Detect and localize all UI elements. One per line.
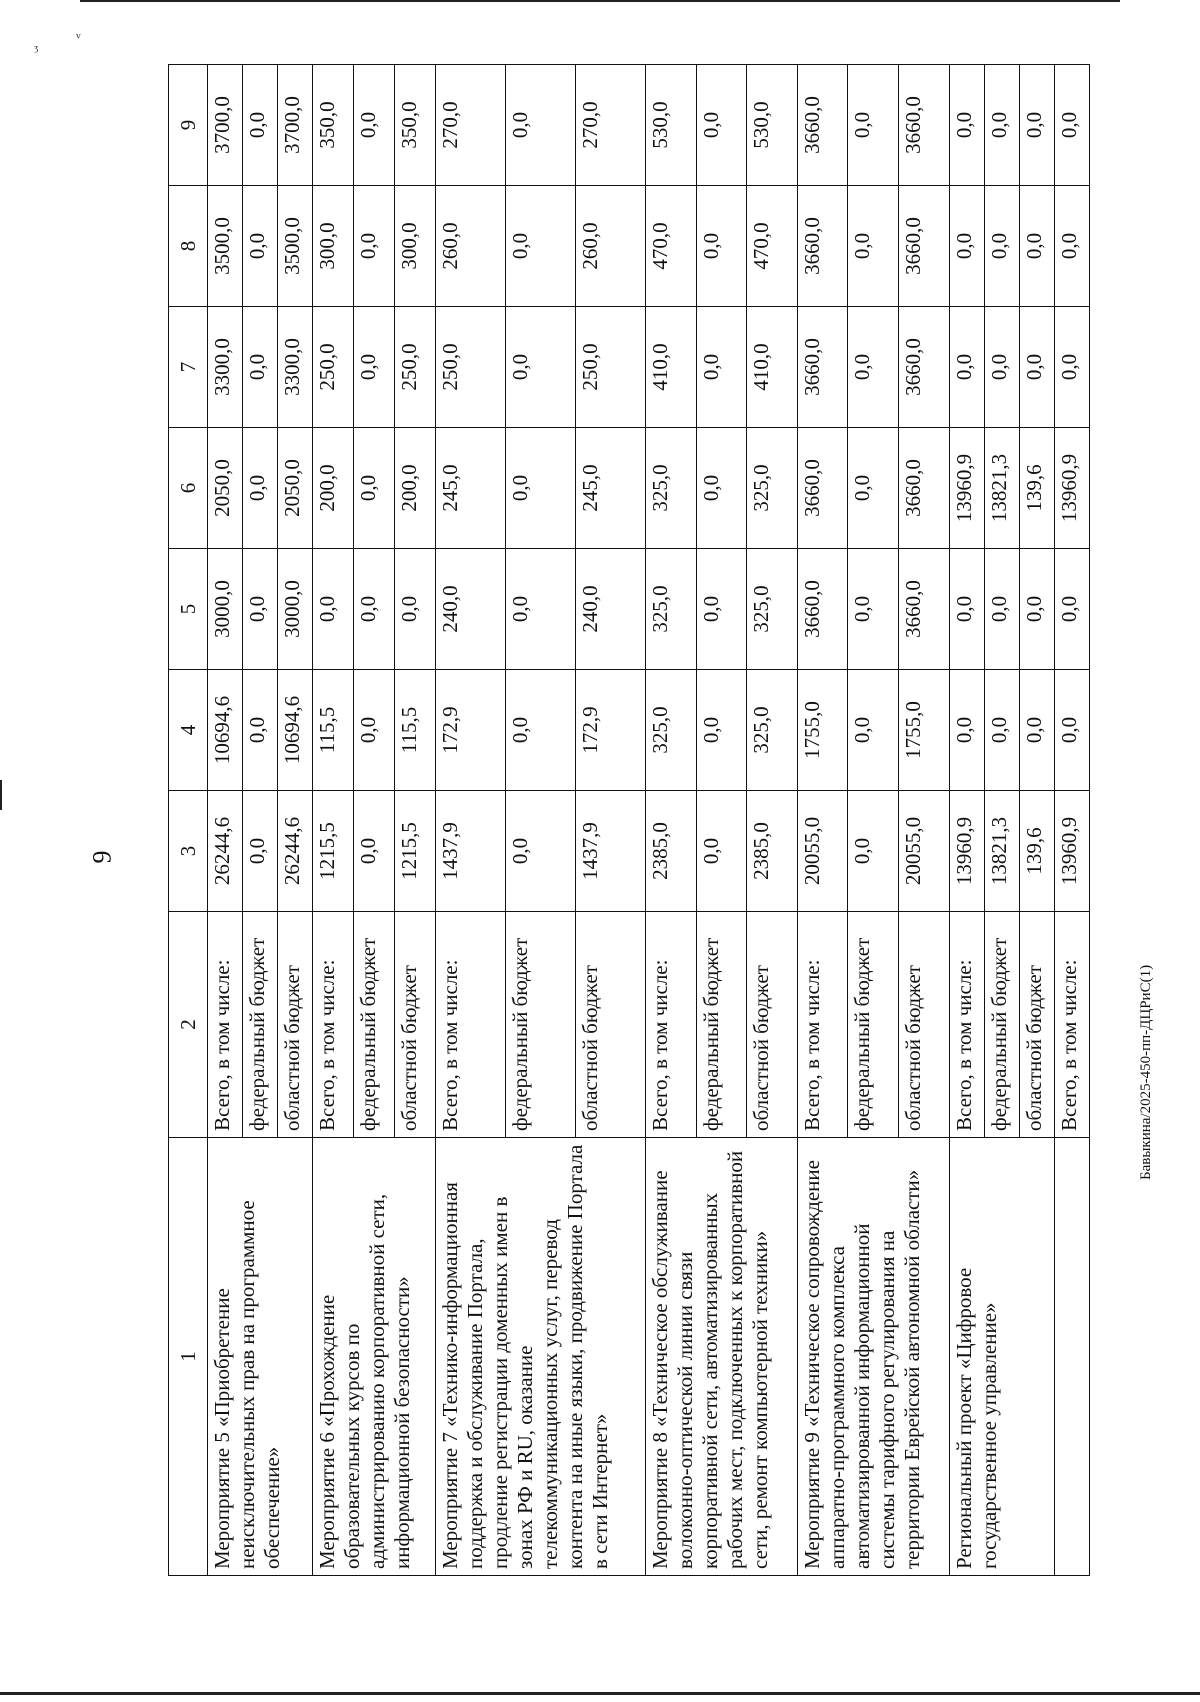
amount-cell: 1437,9 — [435, 791, 505, 912]
activity-title-cell: Мероприятие 5 «Приобретение неисключительных прав на программное обеспечение» — [208, 1138, 313, 1576]
funding-table-body — [169, 65, 1090, 1576]
amount-cell: 0,0 — [696, 186, 747, 307]
amount-cell: 3500,0 — [208, 186, 243, 307]
amount-cell: 0,0 — [353, 186, 394, 307]
amount-cell: 0,0 — [1019, 307, 1054, 428]
scan-edge-left — [0, 780, 2, 810]
amount-cell: 3000,0 — [208, 549, 243, 670]
amount-cell: 0,0 — [243, 791, 278, 912]
amount-cell: 115,5 — [313, 670, 354, 791]
amount-cell: 0,0 — [1054, 186, 1089, 307]
amount-cell: 0,0 — [243, 307, 278, 428]
amount-cell: 240,0 — [575, 549, 645, 670]
amount-cell: 3300,0 — [278, 307, 313, 428]
amount-cell: 0,0 — [949, 549, 984, 670]
amount-cell: 3660,0 — [899, 307, 950, 428]
amount-cell: 1755,0 — [797, 670, 848, 791]
amount-cell: 0,0 — [984, 186, 1019, 307]
amount-cell: 0,0 — [1054, 65, 1089, 186]
amount-cell: 13960,9 — [949, 428, 984, 549]
amount-cell: 2050,0 — [278, 428, 313, 549]
amount-cell: 0,0 — [949, 186, 984, 307]
amount-cell: 0,0 — [848, 791, 899, 912]
activity-title-cell: Региональный проект «Цифровое государственное управление» — [949, 1138, 1054, 1576]
table-row — [435, 65, 505, 1576]
activity-title-cell: Мероприятие 6 «Прохождение образовательных курсов по администрированию корпоративной сети, информационной безопасности» — [313, 1138, 436, 1576]
amount-cell: 0,0 — [243, 65, 278, 186]
amount-cell: 172,9 — [575, 670, 645, 791]
amount-cell: 115,5 — [394, 670, 435, 791]
amount-cell: 0,0 — [505, 791, 575, 912]
amount-cell: 250,0 — [435, 307, 505, 428]
amount-cell: 0,0 — [848, 186, 899, 307]
corner-mark-right: ᵛ — [76, 30, 81, 47]
header-cell: 5 — [169, 549, 208, 670]
amount-cell: 0,0 — [1019, 670, 1054, 791]
amount-cell: 0,0 — [353, 670, 394, 791]
amount-cell: 1215,5 — [394, 791, 435, 912]
amount-cell: 0,0 — [848, 307, 899, 428]
amount-cell: 2385,0 — [747, 791, 798, 912]
funding-source-cell: федеральный бюджет — [696, 912, 747, 1138]
amount-cell: 0,0 — [353, 307, 394, 428]
activity-title-cell: Мероприятие 9 «Техническое сопровождение аппаратно-программного комплекса автоматизированной информационной системы тарифного регулирования на территории Еврейской автономной области» — [797, 1138, 949, 1576]
amount-cell: 1215,5 — [313, 791, 354, 912]
amount-cell: 0,0 — [394, 549, 435, 670]
amount-cell: 0,0 — [696, 307, 747, 428]
amount-cell: 3660,0 — [899, 65, 950, 186]
activity-title-cell: Мероприятие 8 «Техническое обслуживание волоконно-оптической линии связи корпоративной сети, автоматизированных рабочих мест, подключенных к корпоративной сети, ремонт компьютерной техники» — [645, 1138, 797, 1576]
amount-cell: 2385,0 — [645, 791, 696, 912]
amount-cell: 13960,9 — [1054, 428, 1089, 549]
funding-source-cell: федеральный бюджет — [353, 912, 394, 1138]
funding-source-cell: федеральный бюджет — [505, 912, 575, 1138]
amount-cell: 0,0 — [848, 428, 899, 549]
amount-cell: 270,0 — [575, 65, 645, 186]
amount-cell: 3660,0 — [899, 428, 950, 549]
amount-cell: 245,0 — [575, 428, 645, 549]
table-header-row — [169, 65, 208, 1576]
amount-cell: 0,0 — [984, 549, 1019, 670]
header-cell: 4 — [169, 670, 208, 791]
amount-cell: 245,0 — [435, 428, 505, 549]
amount-cell: 0,0 — [1019, 65, 1054, 186]
header-cell: 9 — [169, 65, 208, 186]
activity-title-cell — [1054, 1138, 1089, 1576]
amount-cell: 250,0 — [394, 307, 435, 428]
amount-cell: 0,0 — [696, 791, 747, 912]
amount-cell: 0,0 — [505, 670, 575, 791]
amount-cell: 0,0 — [848, 65, 899, 186]
amount-cell: 0,0 — [353, 65, 394, 186]
amount-cell: 0,0 — [984, 670, 1019, 791]
amount-cell: 0,0 — [505, 65, 575, 186]
amount-cell: 410,0 — [645, 307, 696, 428]
amount-cell: 3500,0 — [278, 186, 313, 307]
activity-title-cell: Мероприятие 7 «Технико-информационная поддержка и обслуживание Портала, продление регистрации доменных имен в зонах РФ и RU, оказание телекоммуникационных услуг, перевод контента на иные языки, продвижение Портала в сети Интернет» — [435, 1138, 645, 1576]
amount-cell: 13960,9 — [1054, 791, 1089, 912]
amount-cell: 0,0 — [1054, 670, 1089, 791]
amount-cell: 0,0 — [949, 65, 984, 186]
amount-cell: 3660,0 — [797, 549, 848, 670]
amount-cell: 0,0 — [243, 428, 278, 549]
amount-cell: 3700,0 — [208, 65, 243, 186]
amount-cell: 200,0 — [394, 428, 435, 549]
amount-cell: 350,0 — [313, 65, 354, 186]
header-cell: 7 — [169, 307, 208, 428]
amount-cell: 20055,0 — [797, 791, 848, 912]
amount-cell: 200,0 — [313, 428, 354, 549]
amount-cell: 260,0 — [575, 186, 645, 307]
amount-cell: 325,0 — [645, 670, 696, 791]
scan-edge-bottom — [0, 1692, 1200, 1695]
amount-cell: 0,0 — [243, 549, 278, 670]
funding-source-cell: Всего, в том числе: — [797, 912, 848, 1138]
amount-cell: 325,0 — [645, 428, 696, 549]
amount-cell: 139,6 — [1019, 791, 1054, 912]
amount-cell: 3660,0 — [797, 307, 848, 428]
amount-cell: 0,0 — [505, 549, 575, 670]
amount-cell: 0,0 — [848, 549, 899, 670]
footer-document-code: Бавыкина/2025-450-пп-ДЦРиС(1) — [1138, 964, 1154, 1180]
amount-cell: 0,0 — [696, 549, 747, 670]
amount-cell: 300,0 — [394, 186, 435, 307]
funding-source-cell: Всего, в том числе: — [949, 912, 984, 1138]
amount-cell: 300,0 — [313, 186, 354, 307]
amount-cell: 0,0 — [984, 307, 1019, 428]
page-number: 9 — [87, 850, 117, 864]
header-cell: 3 — [169, 791, 208, 912]
rotated-page-content — [168, 64, 1090, 1576]
amount-cell: 13960,9 — [949, 791, 984, 912]
amount-cell: 20055,0 — [899, 791, 950, 912]
amount-cell: 325,0 — [747, 549, 798, 670]
amount-cell: 0,0 — [949, 670, 984, 791]
amount-cell: 0,0 — [696, 65, 747, 186]
amount-cell: 26244,6 — [278, 791, 313, 912]
amount-cell: 350,0 — [394, 65, 435, 186]
funding-source-cell: Всего, в том числе: — [645, 912, 696, 1138]
funding-source-cell: областной бюджет — [575, 912, 645, 1138]
amount-cell: 470,0 — [645, 186, 696, 307]
amount-cell: 0,0 — [505, 186, 575, 307]
amount-cell: 2050,0 — [208, 428, 243, 549]
header-cell: 6 — [169, 428, 208, 549]
amount-cell: 0,0 — [313, 549, 354, 670]
amount-cell: 530,0 — [645, 65, 696, 186]
table-row — [313, 65, 354, 1576]
amount-cell: 470,0 — [747, 186, 798, 307]
amount-cell: 0,0 — [353, 549, 394, 670]
amount-cell: 0,0 — [1019, 186, 1054, 307]
header-cell: 2 — [169, 912, 208, 1138]
amount-cell: 10694,6 — [278, 670, 313, 791]
amount-cell: 139,6 — [1019, 428, 1054, 549]
amount-cell: 13821,3 — [984, 428, 1019, 549]
funding-source-cell: федеральный бюджет — [848, 912, 899, 1138]
table-row — [208, 65, 243, 1576]
amount-cell: 3660,0 — [797, 186, 848, 307]
table-row — [949, 65, 984, 1576]
amount-cell: 0,0 — [1054, 307, 1089, 428]
amount-cell: 260,0 — [435, 186, 505, 307]
amount-cell: 3660,0 — [899, 186, 950, 307]
funding-source-cell: областной бюджет — [278, 912, 313, 1138]
amount-cell: 530,0 — [747, 65, 798, 186]
amount-cell: 1755,0 — [899, 670, 950, 791]
amount-cell: 250,0 — [313, 307, 354, 428]
funding-source-cell: Всего, в том числе: — [313, 912, 354, 1138]
funding-source-cell: федеральный бюджет — [984, 912, 1019, 1138]
amount-cell: 10694,6 — [208, 670, 243, 791]
amount-cell: 0,0 — [1054, 549, 1089, 670]
funding-source-cell: Всего, в том числе: — [435, 912, 505, 1138]
amount-cell: 0,0 — [848, 670, 899, 791]
amount-cell: 0,0 — [696, 670, 747, 791]
amount-cell: 3660,0 — [899, 549, 950, 670]
amount-cell: 410,0 — [747, 307, 798, 428]
amount-cell: 0,0 — [696, 428, 747, 549]
amount-cell: 1437,9 — [575, 791, 645, 912]
amount-cell: 0,0 — [1019, 549, 1054, 670]
amount-cell: 250,0 — [575, 307, 645, 428]
funding-table — [168, 64, 1090, 1576]
funding-source-cell: Всего, в том числе: — [208, 912, 243, 1138]
amount-cell: 3660,0 — [797, 428, 848, 549]
funding-source-cell: федеральный бюджет — [243, 912, 278, 1138]
amount-cell: 172,9 — [435, 670, 505, 791]
amount-cell: 0,0 — [243, 186, 278, 307]
amount-cell: 325,0 — [747, 670, 798, 791]
funding-source-cell: областной бюджет — [1019, 912, 1054, 1138]
amount-cell: 0,0 — [949, 307, 984, 428]
header-cell: 8 — [169, 186, 208, 307]
funding-source-cell: Всего, в том числе: — [1054, 912, 1089, 1138]
amount-cell: 3700,0 — [278, 65, 313, 186]
amount-cell: 0,0 — [353, 791, 394, 912]
amount-cell: 0,0 — [243, 670, 278, 791]
amount-cell: 26244,6 — [208, 791, 243, 912]
amount-cell: 0,0 — [505, 307, 575, 428]
amount-cell: 0,0 — [353, 428, 394, 549]
amount-cell: 270,0 — [435, 65, 505, 186]
funding-source-cell: областной бюджет — [394, 912, 435, 1138]
amount-cell: 3300,0 — [208, 307, 243, 428]
amount-cell: 13821,3 — [984, 791, 1019, 912]
header-cell: 1 — [169, 1138, 208, 1576]
corner-mark-left: ᶾ — [34, 42, 39, 59]
scan-edge-top — [80, 0, 1120, 2]
table-row — [645, 65, 696, 1576]
table-row — [797, 65, 848, 1576]
funding-source-cell: областной бюджет — [899, 912, 950, 1138]
amount-cell: 325,0 — [645, 549, 696, 670]
amount-cell: 3660,0 — [797, 65, 848, 186]
amount-cell: 3000,0 — [278, 549, 313, 670]
amount-cell: 0,0 — [505, 428, 575, 549]
funding-source-cell: областной бюджет — [747, 912, 798, 1138]
table-row — [1054, 65, 1089, 1576]
amount-cell: 240,0 — [435, 549, 505, 670]
amount-cell: 325,0 — [747, 428, 798, 549]
amount-cell: 0,0 — [984, 65, 1019, 186]
